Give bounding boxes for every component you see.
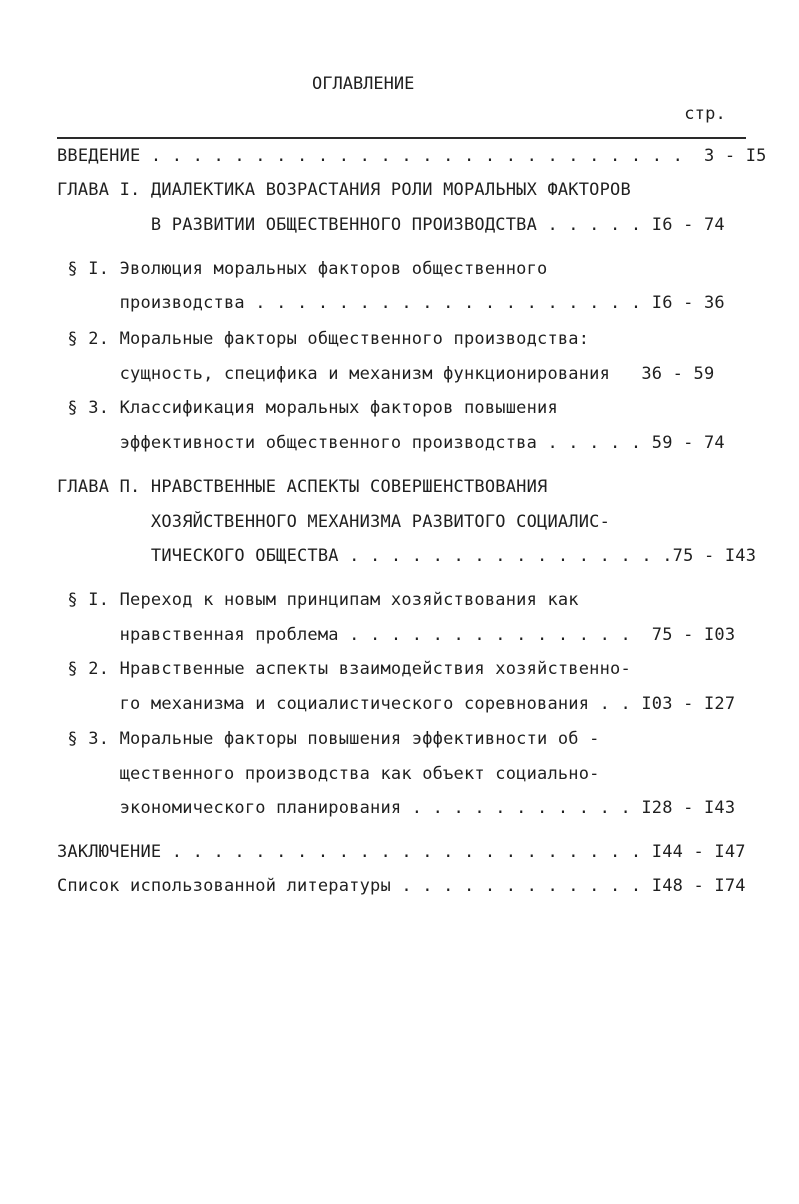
toc-line-section-1-1-cont: производства . . . . . . . . . . . . . . . . . . . I6 - 36 xyxy=(57,293,725,313)
toc-line-section-2-1: § I. Переход к новым принципам хозяйствования как xyxy=(57,590,579,610)
toc-line-section-2-3-cont: щественного производства как объект социально- xyxy=(57,764,600,784)
page-title: ОГЛАВЛЕНИЕ xyxy=(312,74,415,94)
toc-line-chapter-2-title-cont: ТИЧЕСКОГО ОБЩЕСТВА . . . . . . . . . . . . . . . .75 - I43 xyxy=(57,546,757,566)
toc-line-section-2-2-cont: го механизма и социалистического соревнования . . I03 - I27 xyxy=(57,694,736,714)
toc-line-bibliography: Список использованной литературы . . . . . . . . . . . . I48 - I74 xyxy=(57,876,746,896)
toc-line-section-1-2-cont: сущность, специфика и механизм функционирования 36 - 59 xyxy=(57,364,715,384)
toc-line-conclusion: ЗАКЛЮЧЕНИЕ . . . . . . . . . . . . . . . . . . . . . . . I44 - I47 xyxy=(57,842,746,862)
toc-line-introduction: ВВЕДЕНИЕ . . . . . . . . . . . . . . . . . . . . . . . . . . 3 - I5 xyxy=(57,146,767,166)
toc-line-section-1-3: § 3. Классификация моральных факторов повышения xyxy=(57,398,558,418)
toc-line-section-1-1: § I. Эволюция моральных факторов общественного xyxy=(57,259,548,279)
toc-line-section-1-3-cont: эффективности общественного производства . . . . . 59 - 74 xyxy=(57,433,725,453)
toc-line-section-2-1-cont: нравственная проблема . . . . . . . . . . . . . . 75 - I03 xyxy=(57,625,736,645)
header-rule xyxy=(57,137,746,139)
toc-line-chapter-1-title-cont: В РАЗВИТИИ ОБЩЕСТВЕННОГО ПРОИЗВОДСТВА . . . . . I6 - 74 xyxy=(57,215,725,235)
toc-line-chapter-2-title: ГЛАВА П. НРАВСТВЕННЫЕ АСПЕКТЫ СОВЕРШЕНСТВОВАНИЯ xyxy=(57,477,548,497)
toc-line-section-2-3-cont: экономического планирования . . . . . . . . . . . I28 - I43 xyxy=(57,798,736,818)
toc-line-section-1-2: § 2. Моральные факторы общественного производства: xyxy=(57,329,590,349)
toc-line-section-2-3: § 3. Моральные факторы повышения эффективности об - xyxy=(57,729,600,749)
toc-line-chapter-2-title-cont: ХОЗЯЙСТВЕННОГО МЕХАНИЗМА РАЗВИТОГО СОЦИАЛИС- xyxy=(57,512,611,532)
toc-line-section-2-2: § 2. Нравственные аспекты взаимодействия хозяйственно- xyxy=(57,659,631,679)
page-column-label: стр. xyxy=(684,104,726,124)
toc-line-chapter-1-title: ГЛАВА I. ДИАЛЕКТИКА ВОЗРАСТАНИЯ РОЛИ МОРАЛЬНЫХ ФАКТОРОВ xyxy=(57,180,631,200)
